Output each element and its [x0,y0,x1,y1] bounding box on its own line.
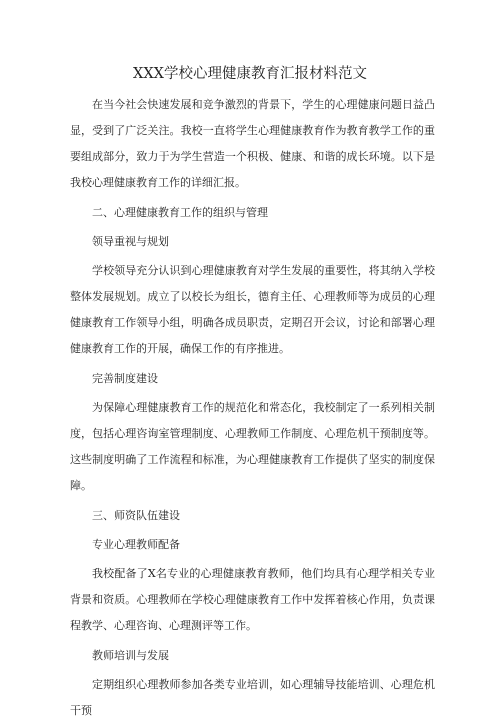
subsection-heading-system: 完善制度建设 [92,372,158,385]
subsection-heading-training: 教师培训与发展 [92,649,169,662]
staffing-paragraph: 我校配备了X名专业的心理健康教育教师，他们均具有心理学相关专业背景和资质。心理教师在学校心理健康教育工作中发挥着核心作用，负责课程教学、心理咨询、心理测评等工作。 [70,567,435,632]
subsection-heading-leadership: 领导重视与规划 [92,235,169,248]
leadership-paragraph: 学校领导充分认识到心理健康教育对学生发展的重要性，将其纳入学校整体发展规划。成立了以校长为组长，德育主任、心理教师等为成员的心理健康教育工作领导小组，明确各成员职责，定期召开会议，讨论和部署心理健康教育工作的开展，确保工作的有序推进。 [70,264,435,355]
subsection-heading-staffing: 专业心理教师配备 [92,538,180,551]
training-paragraph: 定期组织心理教师参加各类专业培训，如心理辅导技能培训、心理危机干预 [70,678,435,717]
document-title: XXX学校心理健康教育汇报材料范文 [133,66,367,82]
intro-paragraph: 在当今社会快速发展和竞争激烈的背景下，学生的心理健康问题日益凸显，受到了广泛关注。我校一直将学生心理健康教育作为教育教学工作的重要组成部分，致力于为学生营造一个积极、健康、和谐的成长环境。以下是我校心理健康教育工作的详细汇报。 [70,98,435,189]
section-heading-teachers: 三、师资队伍建设 [92,509,180,522]
section-heading-organization: 二、心理健康教育工作的组织与管理 [92,206,268,219]
system-paragraph: 为保障心理健康教育工作的规范化和常态化，我校制定了一系列相关制度，包括心理咨询室管理制度、心理教师工作制度、心理危机干预制度等。这些制度明确了工作流程和标准，为心理健康教育工作提供了坚实的制度保障。 [70,401,435,492]
document-body [70,92,435,728]
